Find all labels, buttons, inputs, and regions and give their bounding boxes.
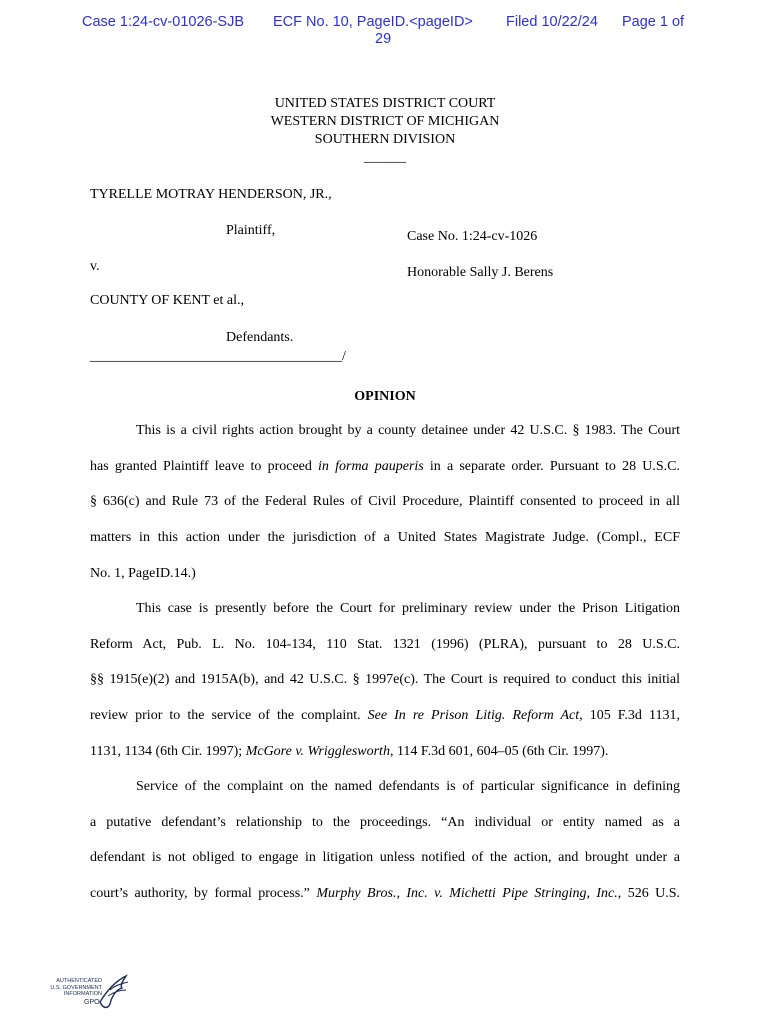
plaintiff-role: Plaintiff, [226, 223, 276, 238]
defendant-role: Defendants. [226, 330, 294, 345]
body-line: matters in this action under the jurisdiction of a United States Magistrate Judge. (Compl., ECF [90, 530, 680, 546]
case-number: Case No. 1:24-cv-1026 [407, 229, 538, 244]
text-segment: , 105 F.3d 1131, [579, 708, 680, 724]
seal-text: AUTHENTICATED U.S. GOVERNMENT INFORMATION [50, 978, 102, 997]
body-line: defendant is not obliged to engage in litigation unless notified of the action, and brought under a [90, 850, 680, 866]
text-segment: has granted Plaintiff leave to proceed [90, 458, 319, 474]
body-line: a putative defendant’s relationship to the proceedings. “An individual or entity named as a [90, 814, 680, 830]
caption-rule: ____________________________________/ [90, 349, 346, 364]
header-filed-date: Filed 10/22/24 [506, 14, 598, 30]
gpo-authentication-seal [44, 972, 134, 1016]
court-rule: ______ [364, 150, 406, 165]
text-segment: review prior to the service of the complaint. [90, 708, 368, 724]
header-page-number: Page 1 of [622, 14, 685, 30]
body-line: §§ 1915(e)(2) and 1915A(b), and 42 U.S.C. § 1997e(c). The Court is required to conduct this initial [90, 672, 680, 688]
court-line-2: WESTERN DISTRICT OF MICHIGAN [270, 114, 500, 129]
court-line-1: UNITED STATES DISTRICT COURT [274, 96, 496, 111]
body-line: No. 1, PageID.14.) [90, 565, 196, 581]
case-citation: See In re Prison Litig. Reform Act [367, 708, 580, 724]
body-line: This case is presently before the Court for preliminary review under the Prison Litigation [136, 601, 680, 616]
body-line: Service of the complaint on the named defendants is of particular significance in defining [136, 779, 680, 794]
defendant-name: COUNTY OF KENT et al., [90, 293, 244, 308]
eagle-icon [96, 972, 132, 1016]
header-case-number: Case 1:24-cv-01026-SJB [82, 14, 244, 30]
document-title: OPINION [354, 389, 416, 404]
body-line [90, 708, 680, 724]
gpo-mark: GPO [84, 999, 100, 1006]
plaintiff-name: TYRELLE MOTRAY HENDERSON, JR., [90, 187, 332, 202]
versus: v. [90, 259, 100, 274]
case-citation: Murphy Bros., Inc. v. Michetti Pipe Stringing, Inc. [316, 886, 618, 902]
text-segment: 1131, 1134 (6th Cir. 1997); [90, 743, 246, 759]
header-page-total: 29 [375, 31, 392, 47]
text-segment: , 526 U.S. [617, 886, 680, 902]
body-line [90, 459, 680, 475]
case-citation: in forma pauperis [318, 458, 424, 474]
header-ecf-number: ECF No. 10, PageID.<pageID> [273, 14, 473, 30]
body-line [90, 886, 680, 902]
judge-name: Honorable Sally J. Berens [407, 265, 554, 280]
body-line: This is a civil rights action brought by a county detainee under 42 U.S.C. § 1983. The Court [136, 423, 680, 438]
body-line: § 636(c) and Rule 73 of the Federal Rules of Civil Procedure, Plaintiff consented to proceed in all [90, 494, 680, 510]
court-name [0, 95, 770, 167]
case-citation: McGore v. Wrigglesworth [245, 743, 390, 759]
text-segment: in a separate order. Pursuant to 28 U.S.C. [423, 458, 680, 474]
text-segment: , 114 F.3d 601, 604–05 (6th Cir. 1997). [389, 743, 609, 759]
court-line-3: SOUTHERN DIVISION [314, 132, 456, 147]
text-segment: court’s authority, by formal process.” [90, 886, 317, 902]
body-line: Reform Act, Pub. L. No. 104-134, 110 Stat. 1321 (1996) (PLRA), pursuant to 28 U.S.C. [90, 636, 680, 652]
body-line [90, 744, 680, 760]
